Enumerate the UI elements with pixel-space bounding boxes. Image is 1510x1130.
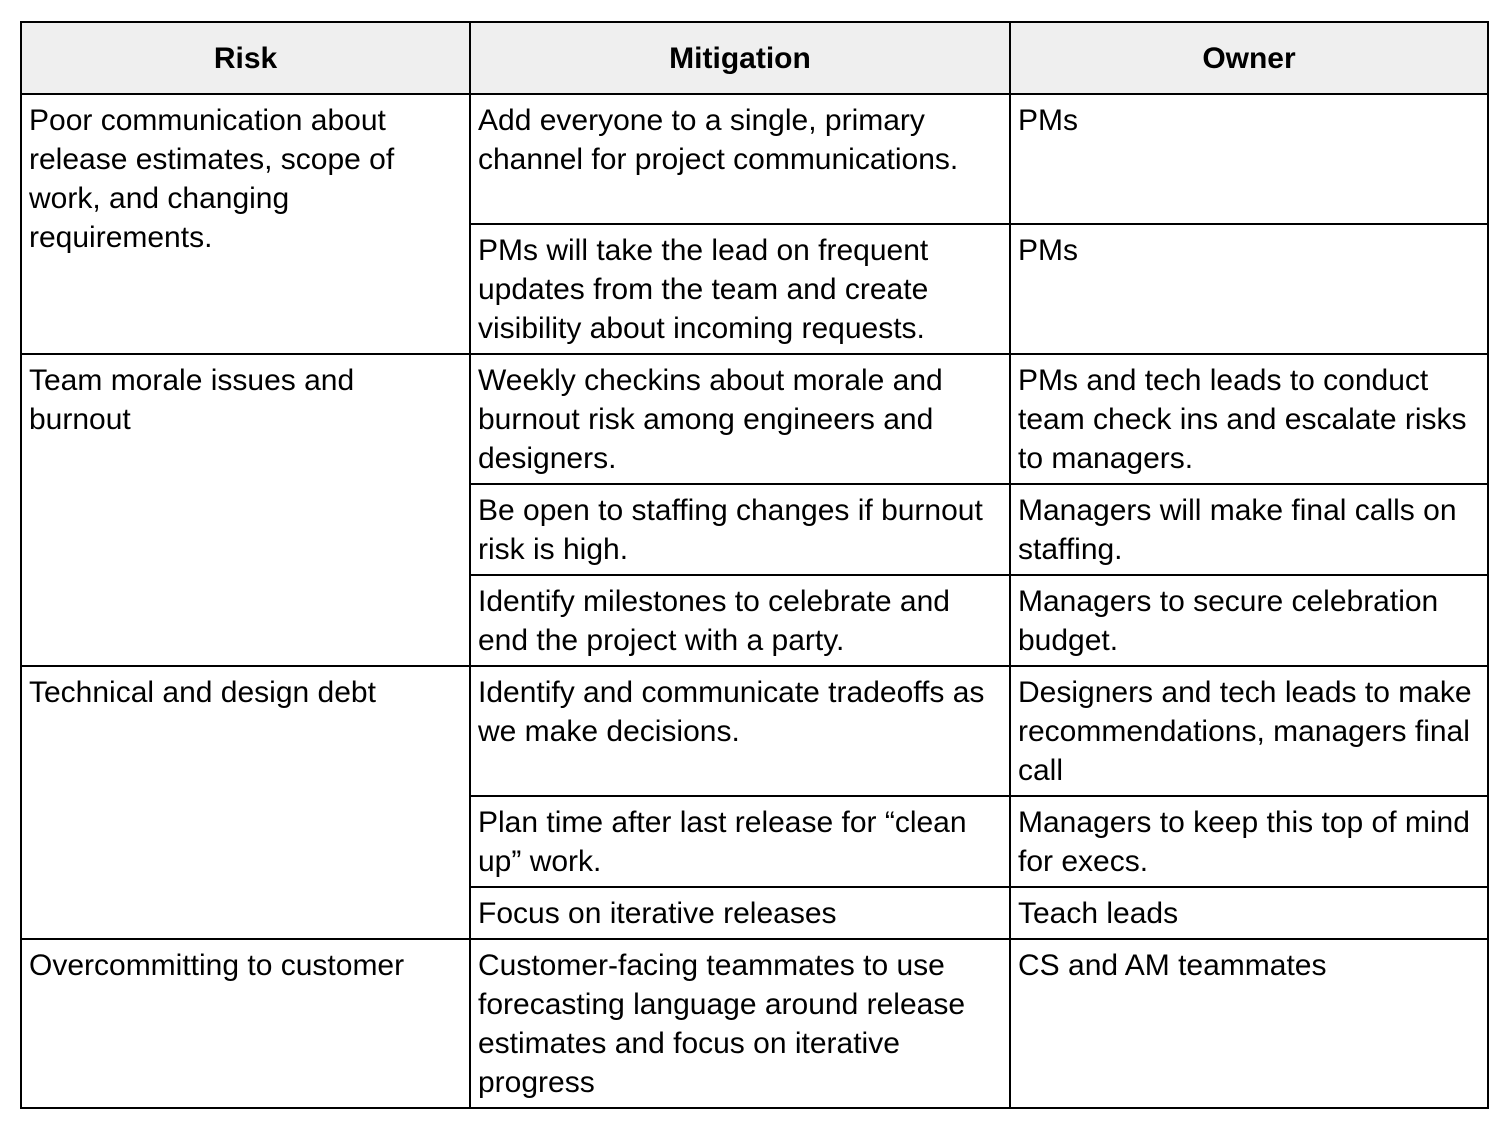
owner-cell: Managers will make final calls on staffing. xyxy=(1010,484,1488,575)
risk-mitigation-table xyxy=(20,21,1489,1109)
risk-cell: Technical and design debt xyxy=(21,666,470,939)
header-owner: Owner xyxy=(1010,22,1488,94)
header-row xyxy=(21,22,1488,94)
mitigation-cell: Be open to staffing changes if burnout risk is high. xyxy=(470,484,1010,575)
risk-cell: Poor communication about release estimates, scope of work, and changing requirements. xyxy=(21,94,470,354)
owner-cell: Managers to keep this top of mind for execs. xyxy=(1010,796,1488,887)
mitigation-cell: Weekly checkins about morale and burnout risk among engineers and designers. xyxy=(470,354,1010,484)
mitigation-cell: Identify and communicate tradeoffs as we make decisions. xyxy=(470,666,1010,796)
table-header xyxy=(21,22,1488,94)
table-row xyxy=(21,354,1488,484)
table-row xyxy=(21,666,1488,796)
owner-cell: PMs xyxy=(1010,94,1488,224)
mitigation-cell: Plan time after last release for “clean up” work. xyxy=(470,796,1010,887)
table-row xyxy=(21,94,1488,224)
mitigation-cell: Identify milestones to celebrate and end the project with a party. xyxy=(470,575,1010,666)
mitigation-cell: Customer-facing teammates to use forecasting language around release estimates and focus on iterative progress xyxy=(470,939,1010,1108)
owner-cell: Designers and tech leads to make recommendations, managers final call xyxy=(1010,666,1488,796)
risk-cell: Team morale issues and burnout xyxy=(21,354,470,666)
owner-cell: Managers to secure celebration budget. xyxy=(1010,575,1488,666)
owner-cell: Teach leads xyxy=(1010,887,1488,939)
table-body xyxy=(21,94,1488,1108)
risk-cell: Overcommitting to customer xyxy=(21,939,470,1108)
table-row xyxy=(21,939,1488,1108)
mitigation-cell: Add everyone to a single, primary channel for project communications. xyxy=(470,94,1010,224)
header-risk: Risk xyxy=(21,22,470,94)
mitigation-cell: Focus on iterative releases xyxy=(470,887,1010,939)
owner-cell: CS and AM teammates xyxy=(1010,939,1488,1108)
mitigation-cell: PMs will take the lead on frequent updates from the team and create visibility about incoming requests. xyxy=(470,224,1010,354)
owner-cell: PMs xyxy=(1010,224,1488,354)
owner-cell: PMs and tech leads to conduct team check ins and escalate risks to managers. xyxy=(1010,354,1488,484)
header-mitigation: Mitigation xyxy=(470,22,1010,94)
